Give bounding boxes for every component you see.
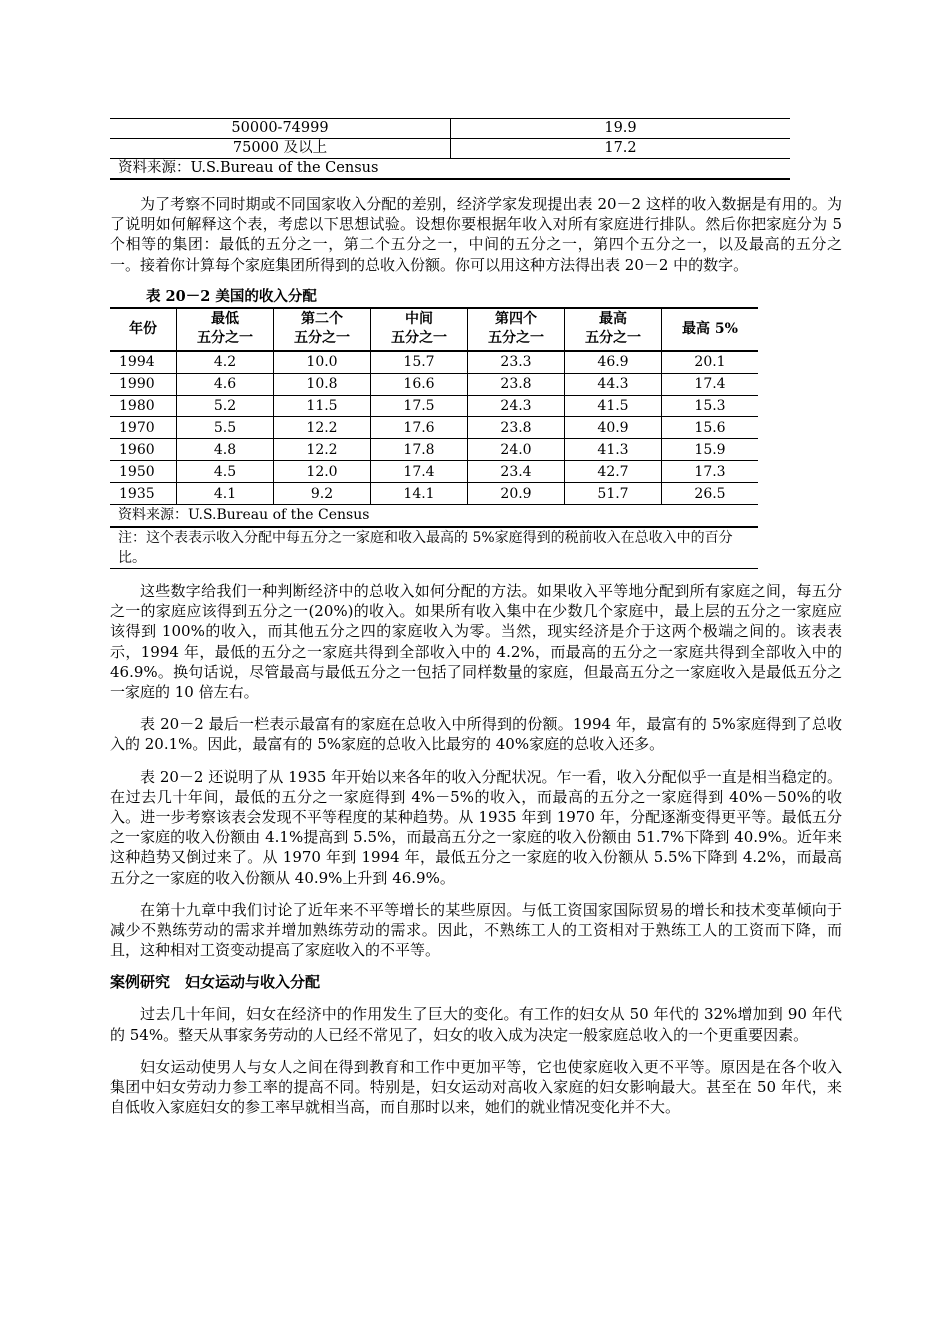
table-note: 注：这个表表示收入分配中每五分之一家庭和收入最高的 5%家庭得到的税前收入在总收入中的百分比。 — [110, 527, 758, 569]
table-source: 资料来源：U.S.Bureau of the Census — [110, 505, 758, 527]
data-cell: 11.5 — [274, 395, 371, 417]
table-row — [110, 139, 790, 159]
table-row — [110, 351, 758, 373]
table-row — [110, 483, 758, 505]
table-note-row — [110, 527, 758, 569]
data-cell: 4.6 — [177, 373, 274, 395]
year-cell: 1960 — [110, 439, 177, 461]
data-cell: 17.5 — [371, 395, 468, 417]
data-cell: 23.8 — [468, 373, 565, 395]
share-value-cell: 19.9 — [451, 119, 791, 139]
income-distribution-table — [110, 307, 758, 569]
data-cell: 10.0 — [274, 351, 371, 373]
data-cell: 10.8 — [274, 373, 371, 395]
data-cell: 46.9 — [565, 351, 662, 373]
table-caption: 表 20－2 美国的收入分配 — [146, 287, 317, 305]
table-source-row — [110, 159, 790, 180]
data-cell: 16.6 — [371, 373, 468, 395]
document-page — [110, 118, 842, 1117]
paragraph: 为了考察不同时期或不同国家收入分配的差别，经济学家发现提出表 20－2 这样的收入数据是有用的。为了说明如何解释这个表，考虑以下思想试验。设想你要根据年收入对所有家庭进行排队。然后你把家庭分为 5 个相等的集团：最低的五分之一，第二个五分之一，中间的五分之一，第四个五分之一，以及最高的五分之一。接着你计算每个家庭集团所得到的总收入份额。你可以用这种方法得出表 20－2 中的数字。 — [110, 195, 842, 274]
data-cell: 12.2 — [274, 439, 371, 461]
table-source-row — [110, 505, 758, 527]
data-cell: 51.7 — [565, 483, 662, 505]
paragraph: 过去几十年间，妇女在经济中的作用发生了巨大的变化。有工作的妇女从 50 年代的 32%增加到 90 年代的 54%。整天从事家务劳动的人已经不常见了，妇女的收入成为决定一般家庭总收入的一个更重要因素。 — [110, 1005, 842, 1044]
paragraph: 表 20－2 还说明了从 1935 年开始以来各年的收入分配状况。乍一看，收入分配似乎一直是相当稳定的。在过去几十年间，最低的五分之一家庭得到 4%－5%的收入，而最高的五分之一家庭得到 40%－50%的收入。进一步考察该表会发现不平等程度的某种趋势。从 1935 年到 1970 年，分配逐渐变得更平等。最低五分之一家庭的收入份额由 4.1%提高到 5.5%，而最高五分之一家庭的收入份额由 51.7%下降到 40.9%。近年来这种趋势又倒过来了。从 1970 年到 1994 年，最低五分之一家庭的收入份额从 5.5%下降到 4.2%，而最高五分之一家庭的收入份额从 40.9%上升到 46.9%。 — [110, 767, 842, 887]
data-cell: 4.1 — [177, 483, 274, 505]
data-cell: 23.3 — [468, 351, 565, 373]
data-cell: 17.8 — [371, 439, 468, 461]
paragraph: 表 20－2 最后一栏表示最富有的家庭在总收入中所得到的份额。1994 年，最富有的 5%家庭得到了总收入的 20.1%。因此，最富有的 5%家庭的总收入比最穷的 40%家庭的总收入还多。 — [110, 715, 842, 754]
year-cell: 1935 — [110, 483, 177, 505]
data-cell: 4.8 — [177, 439, 274, 461]
data-cell: 9.2 — [274, 483, 371, 505]
table-row — [110, 395, 758, 417]
data-cell: 15.7 — [371, 351, 468, 373]
data-cell: 14.1 — [371, 483, 468, 505]
data-cell: 23.8 — [468, 417, 565, 439]
year-cell: 1980 — [110, 395, 177, 417]
column-header-top-5-percent: 最高 5% — [662, 308, 759, 351]
table-row — [110, 461, 758, 483]
case-study-heading: 案例研究 妇女运动与收入分配 — [110, 973, 321, 992]
income-range-cell: 75000 及以上 — [110, 139, 451, 159]
data-cell: 20.1 — [662, 351, 759, 373]
data-cell: 12.2 — [274, 417, 371, 439]
data-cell: 4.2 — [177, 351, 274, 373]
year-cell: 1990 — [110, 373, 177, 395]
column-header-second-fifth: 第二个 五分之一 — [274, 308, 371, 351]
column-header-fourth-fifth: 第四个 五分之一 — [468, 308, 565, 351]
data-cell: 44.3 — [565, 373, 662, 395]
income-range-cell: 50000-74999 — [110, 119, 451, 139]
data-cell: 4.5 — [177, 461, 274, 483]
table-source: 资料来源：U.S.Bureau of the Census — [110, 159, 790, 180]
year-cell: 1970 — [110, 417, 177, 439]
paragraph: 这些数字给我们一种判断经济中的总收入如何分配的方法。如果收入平等地分配到所有家庭之间，每五分之一的家庭应该得到五分之一(20%)的收入。如果所有收入集中在少数几个家庭中，最上层的五分之一家庭应该得到 100%的收入，而其他五分之四的家庭收入为零。当然，现实经济是介于这两个极端之间的。该表表示，1994 年，最低的五分之一家庭共得到全部收入中的 4.2%，而最高的五分之一家庭共得到全部收入中的 46.9%。换句话说，尽管最高与最低五分之一包括了同样数量的家庭，但最高五分之一家庭收入是最低五分之一家庭的 10 倍左右。 — [110, 581, 842, 701]
table-row — [110, 417, 758, 439]
table-row — [110, 119, 790, 139]
data-cell: 17.4 — [371, 461, 468, 483]
data-cell: 24.0 — [468, 439, 565, 461]
data-cell: 41.5 — [565, 395, 662, 417]
table-header-row — [110, 308, 758, 351]
data-cell: 26.5 — [662, 483, 759, 505]
column-header-year: 年份 — [110, 308, 177, 351]
data-cell: 17.4 — [662, 373, 759, 395]
data-cell: 15.9 — [662, 439, 759, 461]
data-cell: 5.5 — [177, 417, 274, 439]
data-cell: 17.3 — [662, 461, 759, 483]
income-range-table — [110, 118, 790, 180]
data-cell: 12.0 — [274, 461, 371, 483]
data-cell: 23.4 — [468, 461, 565, 483]
data-cell: 20.9 — [468, 483, 565, 505]
table-row — [110, 373, 758, 395]
data-cell: 41.3 — [565, 439, 662, 461]
column-header-lowest-fifth: 最低 五分之一 — [177, 308, 274, 351]
year-cell: 1994 — [110, 351, 177, 373]
data-cell: 15.6 — [662, 417, 759, 439]
data-cell: 15.3 — [662, 395, 759, 417]
data-cell: 40.9 — [565, 417, 662, 439]
data-cell: 17.6 — [371, 417, 468, 439]
share-value-cell: 17.2 — [451, 139, 791, 159]
data-cell: 5.2 — [177, 395, 274, 417]
year-cell: 1950 — [110, 461, 177, 483]
data-cell: 24.3 — [468, 395, 565, 417]
table-row — [110, 439, 758, 461]
data-cell: 42.7 — [565, 461, 662, 483]
paragraph: 在第十九章中我们讨论了近年来不平等增长的某些原因。与低工资国家国际贸易的增长和技术变革倾向于减少不熟练劳动的需求并增加熟练劳动的需求。因此，不熟练工人的工资相对于熟练工人的工资而下降，而且，这种相对工资变动提高了家庭收入的不平等。 — [110, 900, 842, 960]
column-header-middle-fifth: 中间 五分之一 — [371, 308, 468, 351]
paragraph: 妇女运动使男人与女人之间在得到教育和工作中更加平等，它也使家庭收入更不平等。原因是在各个收入集团中妇女劳动力参工率的提高不同。特别是，妇女运动对高收入家庭的妇女影响最大。甚至在 50 年代，来自低收入家庭妇女的参工率早就相当高，而自那时以来，她们的就业情况变化并不大。 — [110, 1057, 842, 1117]
column-header-highest-fifth: 最高 五分之一 — [565, 308, 662, 351]
